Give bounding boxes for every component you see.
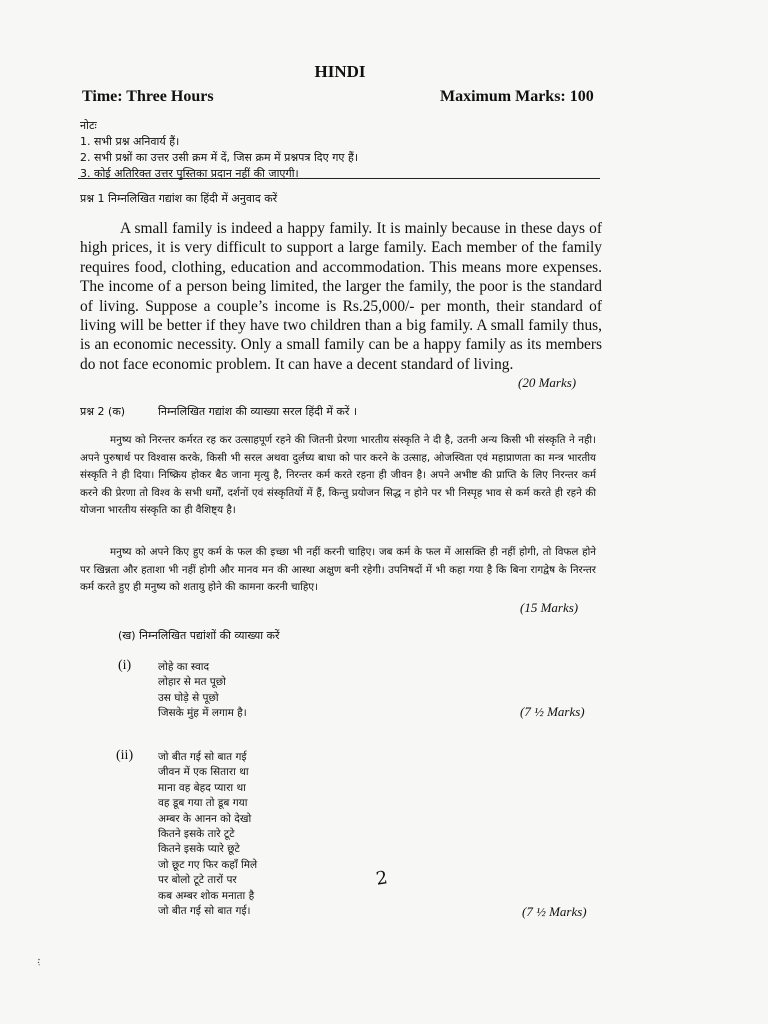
note-item: 2. सभी प्रश्नों का उत्तर उसी क्रम में दें, जिस क्रम में प्रश्नपत्र दिए गए हैं। [80,151,358,164]
poem-line: जो बीत गई सो बात गई। [158,905,251,918]
q2-passage-para2: मनुष्य को अपने किए हुए कर्म के फल की इच्छा भी नहीं करनी चाहिए। जब कर्म के फल में आसक्ति ही नहीं होगी, तो विफल होने पर खिन्नता और हताशा भी नहीं होगी और मानव मन की आस्था अक्षुण बनी रहेगी। उपनिषदों में भी कहा गया है कि बिना रागद्वेष के निरन्तर कर्म करते हुए ही मनुष्य को शतायु होने की कामना करनी चाहिए। [80,546,596,594]
note-item: 1. सभी प्रश्न अनिवार्य हैं। [80,135,180,148]
handwritten-page-number: 2 [374,867,389,890]
q1-passage: A small family is indeed a happy family. It is mainly because in these days of high prices, it is very difficult to support a large family. Each member of the family requires food, clothing, education and accommodation. This means more expenses. The income of a person being limited, the larger the family, the poor is the standard of living. Suppose a couple’s income is Rs.25,000/- per month, their standard of living will be better if they have two children than a big family. A small family thus, is an economic necessity. Only a small family can be a happy family as its members do not face economic problem. It can have a decent standard of living. [80,220,602,373]
poem-line: जो बीत गई सो बात गई [158,751,247,763]
poem-line: माना वह बेहद प्यारा था [158,781,246,794]
poem1 [158,660,247,722]
poem-line: वह डूब गया तो डूब गया [158,797,248,810]
q1-heading: प्रश्न 1 निम्नलिखित गद्यांश का हिंदी में अनुवाद करें [80,192,278,205]
q2-passage-para1: मनुष्य को निरन्तर कर्मरत रह कर उत्साहपूर्ण रहने की जितनी प्रेरणा भारतीय संस्कृति ने दी है, उतनी अन्य किसी भी संस्कृति ने नही। अपने पुरुषार्थ पर विश्वास करके, किसी भी सरल अथवा दुर्लघ्य बाधा को पार करने के उत्साह, ओजस्विता एवं महाप्राणता का मन्त्र भारतीय संस्कृति ने ही दिया। निष्क्रिय होकर बैठ जाना मृत्यु है, निरन्तर कर्म करते रहना ही जीवन है। अपने अभीष्ट की प्राप्ति के लिए निरन्तर कर्म करने की प्रेरणा तो विश्व के सभी धर्मों, दर्शनों एवं संस्कृतियों में हैं, किन्तु प्रयोजन सिद्ध न होने पर भी निस्पृह भाव से कर्म करते ही रहने की योजना भारतीय संस्कृति का ही वैशिष्ट्य है। [80,434,596,517]
poem2 [158,750,257,919]
poem-line: अम्बर के आनन को देखो [158,812,252,825]
time-allowed: Time: Three Hours [82,88,214,105]
scan-speck-icon [36,958,42,966]
poem2-marks: (7 ½ Marks) [522,904,587,919]
poem-line: लोहार से मत पूछो [158,676,226,689]
poem-line: कब अम्बर शोक मनाता है [158,889,255,902]
q2-heading: निम्नलिखित गद्यांश की व्याख्या सरल हिंदी में करें । [158,405,358,418]
poem1-number: (i) [118,658,132,673]
paper-title: HINDI [314,62,366,81]
poem-line: कितने इसके तारे टूटे [158,828,235,841]
q2b-heading: (ख) निम्नलिखित पद्यांशों की व्याख्या करें [118,629,280,642]
q2-marks: (15 Marks) [520,600,579,615]
divider [78,178,600,179]
q2-heading-row [80,404,357,419]
poem-line: जो छूट गए फिर कहाँ मिले [158,858,258,871]
instructions [80,118,358,182]
poem1-marks: (7 ½ Marks) [520,704,585,719]
maximum-marks: Maximum Marks: 100 [440,88,594,105]
poem2-number: (ii) [116,748,134,763]
poem-line: पर बोलो टूटे तारों पर [158,874,237,887]
note-item: 3. कोई अतिरिक्त उत्तर पुस्तिका प्रदान नहीं की जाएगी। [80,167,299,180]
q2-label: प्रश्न 2 (क) [80,405,126,418]
notes-heading: नोटः [80,119,97,132]
poem-line: उस घोड़े से पूछो [158,691,219,704]
poem-line: लोहे का स्वाद [158,661,210,673]
poem-line: जिसके मुंह में लगाम है। [158,707,247,720]
q1-marks: (20 Marks) [518,375,577,390]
poem-line: कितने इसके प्यारे छूटे [158,843,240,856]
poem-line: जीवन में एक सितारा था [158,766,249,779]
